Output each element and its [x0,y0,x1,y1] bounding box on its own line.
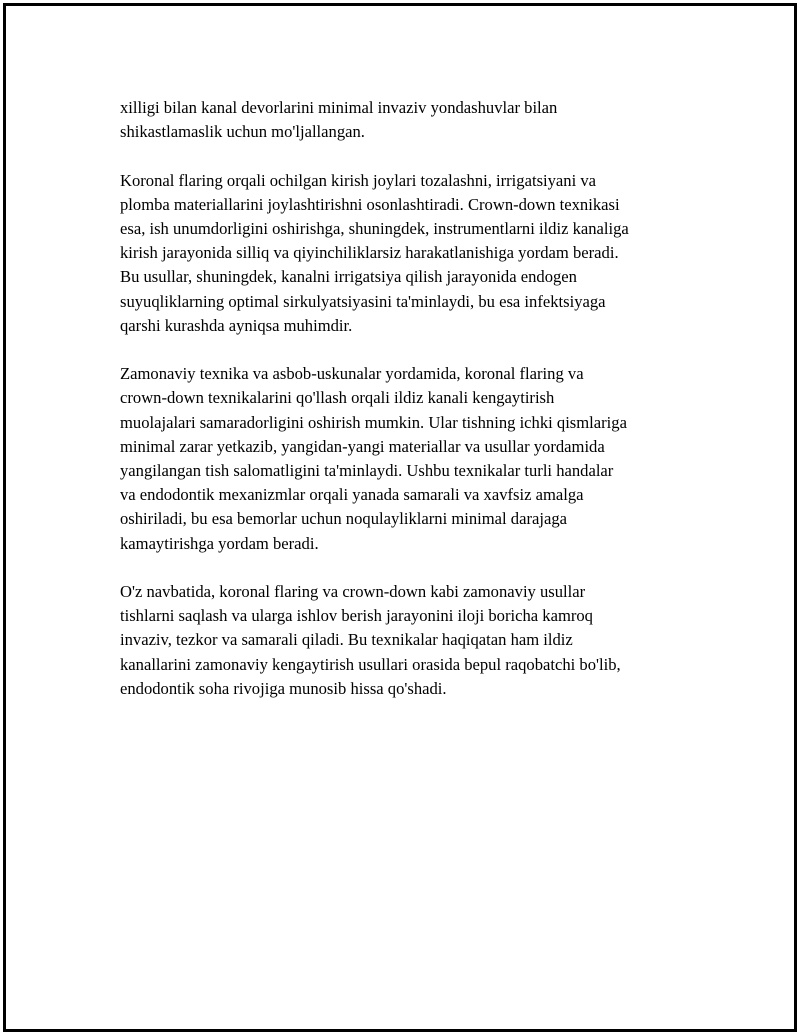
paragraph: Zamonaviy texnika va asbob-uskunalar yordamida, koronal flaring va crown-down texnikalarini qo'llash orqali ildiz kanali kengaytirish muolajalari samaradorligini oshirish mumkin. Ular tishning ichki qismlariga minimal zarar yetkazib, yangidan-yangi materiallar va usullar yordamida yangilangan tish salomatligini ta'minlaydi. Ushbu texnikalar turli handalar va endodontik mexanizmlar orqali yanada samarali va xavfsiz amalga oshiriladi, bu esa bemorlar uchun noqulayliklarni minimal darajaga kamaytirishga yordam beradi. [120,364,627,553]
document-page [3,3,797,1032]
paragraph: Koronal flaring orqali ochilgan kirish joylari tozalashni, irrigatsiyani va plomba materiallarini joylashtirishni osonlashtiradi. Crown-down texnikasi esa, ish unumdorligini oshirishga, shuningdek, instrumentlarni ildiz kanaliga kirish jarayonida silliq va qiyinchiliklarsiz harakatlanishiga yordam beradi. Bu usullar, shuningdek, kanalni irrigatsiya qilish jarayonida endogen suyuqliklarning optimal sirkulyatsiyasini ta'minlaydi, bu esa infektsiyaga qarshi kurashda ayniqsa muhimdir. [120,170,629,335]
paragraph: xilligi bilan kanal devorlarini minimal invaziv yondashuvlar bilan shikastlamaslik uchun mo'ljallangan. [120,98,558,142]
paragraph: O'z navbatida, koronal flaring va crown-down kabi zamonaviy usullar tishlarni saqlash va ularga ishlov berish jarayonini iloji boricha kamroq invaziv, tezkor va samarali qiladi. Bu texnikalar haqiqatan ham ildiz kanallarini zamonaviy kengaytirish usullari orasida bepul raqobatchi bo'lib, endodontik soha rivojiga munosib hissa qo'shadi. [120,582,621,698]
document-body [120,96,690,725]
